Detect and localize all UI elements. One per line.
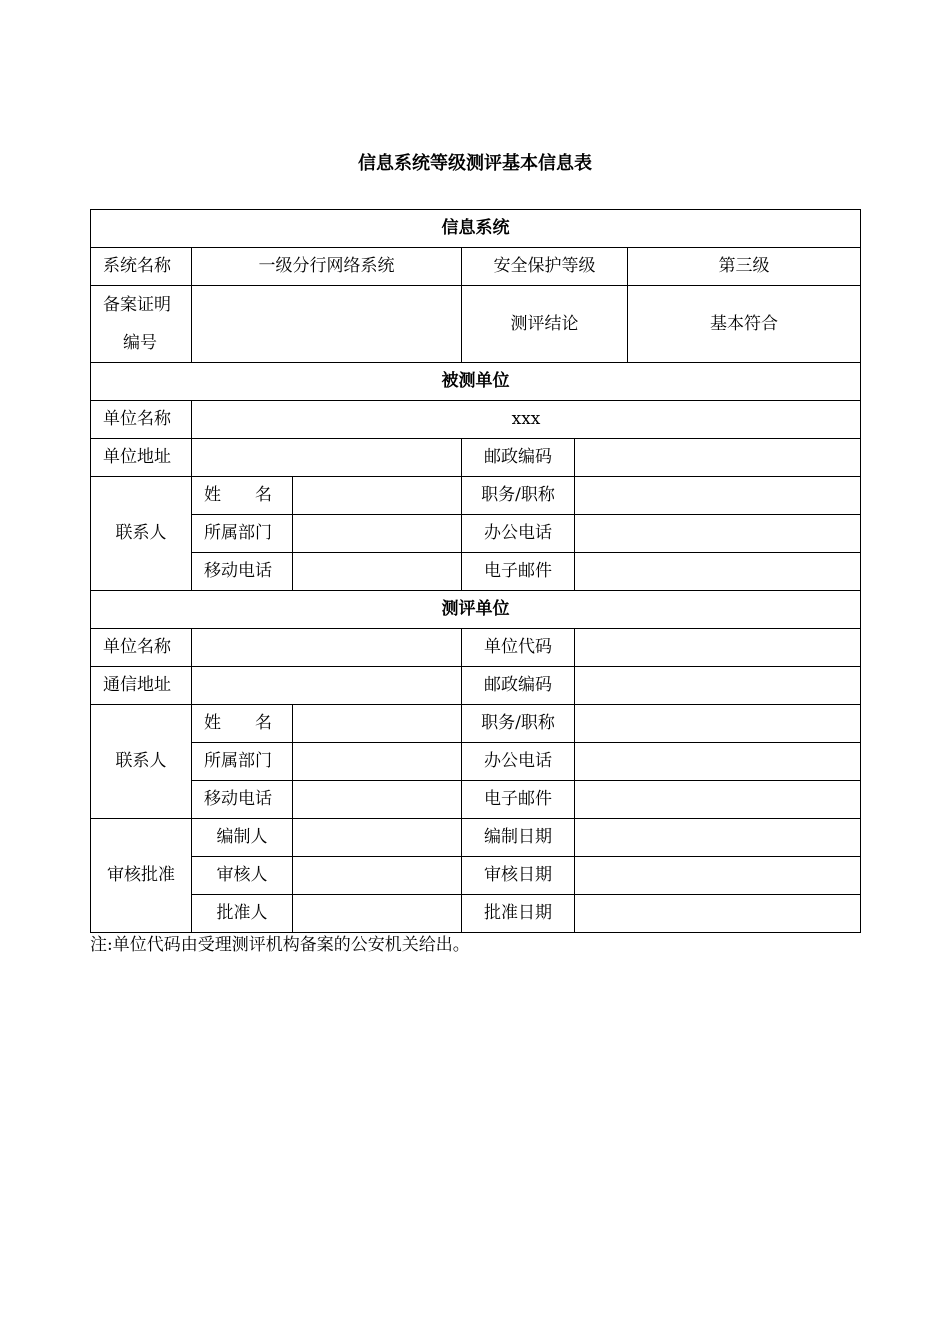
tested-unit-name-label: 单位名称	[91, 401, 192, 439]
tested-contact-label: 联系人	[91, 477, 192, 591]
tested-contact-email-value[interactable]	[575, 553, 861, 591]
eval-unit-postcode-label: 邮政编码	[462, 667, 575, 705]
reviewer-value[interactable]	[293, 857, 462, 895]
approver-value[interactable]	[293, 895, 462, 933]
tested-unit-address-value[interactable]	[192, 439, 462, 477]
record-number-value[interactable]	[192, 286, 462, 363]
eval-unit-name-label: 单位名称	[91, 629, 192, 667]
approver-label: 批准人	[192, 895, 293, 933]
eval-unit-address-value[interactable]	[192, 667, 462, 705]
eval-contact-title-label: 职务/职称	[462, 705, 575, 743]
tested-contact-name-label: 姓 名	[192, 477, 293, 515]
tested-contact-dept-label: 所属部门	[192, 515, 293, 553]
protection-level-value[interactable]: 第三级	[628, 248, 861, 286]
editor-value[interactable]	[293, 819, 462, 857]
system-name-value[interactable]: 一级分行网络系统	[192, 248, 462, 286]
tested-unit-name-value[interactable]: xxx	[192, 401, 861, 439]
eval-unit-postcode-value[interactable]	[575, 667, 861, 705]
eval-contact-name-value[interactable]	[293, 705, 462, 743]
approve-date-value[interactable]	[575, 895, 861, 933]
tested-contact-email-label: 电子邮件	[462, 553, 575, 591]
eval-contact-dept-label: 所属部门	[192, 743, 293, 781]
record-number-label	[91, 286, 192, 363]
tested-contact-mobile-label: 移动电话	[192, 553, 293, 591]
eval-unit-name-value[interactable]	[192, 629, 462, 667]
eval-contact-mobile-value[interactable]	[293, 781, 462, 819]
section-header-tested-unit: 被测单位	[91, 363, 861, 401]
eval-contact-email-label: 电子邮件	[462, 781, 575, 819]
page-title: 信息系统等级测评基本信息表	[358, 153, 592, 174]
tested-contact-office-phone-value[interactable]	[575, 515, 861, 553]
info-form-table	[90, 209, 861, 933]
section-header-system: 信息系统	[91, 210, 861, 248]
record-number-label-line1: 备案证明	[103, 295, 171, 315]
eval-contact-label: 联系人	[91, 705, 192, 819]
tested-contact-office-phone-label: 办公电话	[462, 515, 575, 553]
eval-contact-office-phone-value[interactable]	[575, 743, 861, 781]
tested-contact-name-value[interactable]	[293, 477, 462, 515]
review-date-value[interactable]	[575, 857, 861, 895]
edit-date-value[interactable]	[575, 819, 861, 857]
eval-contact-name-label: 姓 名	[192, 705, 293, 743]
tested-unit-address-label: 单位地址	[91, 439, 192, 477]
edit-date-label: 编制日期	[462, 819, 575, 857]
tested-contact-title-label: 职务/职称	[462, 477, 575, 515]
eval-contact-mobile-label: 移动电话	[192, 781, 293, 819]
conclusion-value[interactable]: 基本符合	[628, 286, 861, 363]
tested-contact-title-value[interactable]	[575, 477, 861, 515]
tested-contact-mobile-value[interactable]	[293, 553, 462, 591]
approve-date-label: 批准日期	[462, 895, 575, 933]
review-date-label: 审核日期	[462, 857, 575, 895]
eval-contact-dept-value[interactable]	[293, 743, 462, 781]
eval-contact-office-phone-label: 办公电话	[462, 743, 575, 781]
footnote: 注:单位代码由受理测评机构备案的公安机关给出。	[90, 935, 470, 955]
tested-unit-postcode-value[interactable]	[575, 439, 861, 477]
eval-contact-email-value[interactable]	[575, 781, 861, 819]
protection-level-label: 安全保护等级	[462, 248, 628, 286]
approval-label: 审核批准	[91, 819, 192, 933]
eval-contact-title-value[interactable]	[575, 705, 861, 743]
eval-unit-code-value[interactable]	[575, 629, 861, 667]
eval-unit-code-label: 单位代码	[462, 629, 575, 667]
record-number-label-line2: 编号	[123, 333, 157, 353]
system-name-label: 系统名称	[91, 248, 192, 286]
tested-unit-postcode-label: 邮政编码	[462, 439, 575, 477]
eval-unit-address-label: 通信地址	[91, 667, 192, 705]
section-header-eval-unit: 测评单位	[91, 591, 861, 629]
tested-contact-dept-value[interactable]	[293, 515, 462, 553]
reviewer-label: 审核人	[192, 857, 293, 895]
conclusion-label: 测评结论	[462, 286, 628, 363]
editor-label: 编制人	[192, 819, 293, 857]
